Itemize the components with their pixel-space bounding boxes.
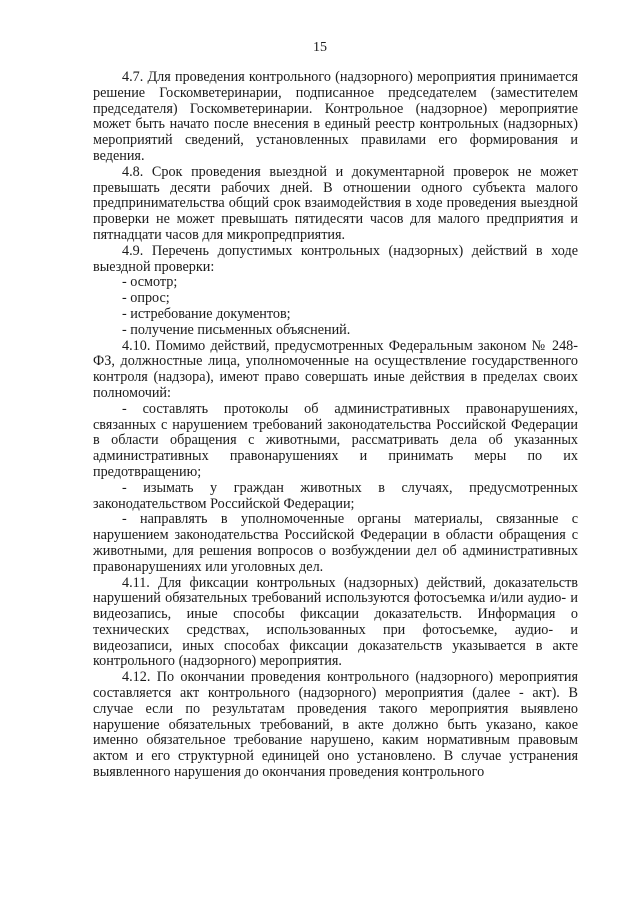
list-item: - изымать у граждан животных в случаях, предусмотренных законодательством Российской Федерации; [93,479,578,512]
paragraph-4-10: 4.10. Помимо действий, предусмотренных Федеральным законом № 248-ФЗ, должностные лица, уполномоченные на осуществление государственного контроля (надзора), имеют право совершать иные действия в пределах своих полномочий: [93,337,578,401]
document-body [93,70,578,781]
paragraph-4-11: 4.11. Для фиксации контрольных (надзорных) действий, доказательств нарушений обязательных требований используются фотосъемка и/или аудио- и видеозапись, иные способы фиксации доказательств. Информация о технических средствах, использованных при фотосъемке, аудио- и видеозаписи, иных способах фиксации доказательств указывается в акте контрольного (надзорного) мероприятия. [93,574,578,670]
paragraph-4-9: 4.9. Перечень допустимых контрольных (надзорных) действий в ходе выездной проверки: [93,242,578,275]
paragraph-4-12: 4.12. По окончании проведения контрольного (надзорного) мероприятия составляется акт контрольного (надзорного) мероприятия (далее - акт). В случае если по результатам проведения такого мероприятия выявлено нарушение обязательных требований, в акте должно быть указано, какое именно обязательное требование нарушено, каким нормативным правовым актом и его структурной единицей оно установлено. В случае устранения выявленного нарушения до окончания проведения контрольного [93,669,578,781]
list-item: - истребование документов; [122,305,291,322]
list-item: - опрос; [122,290,170,307]
list-item: - получение письменных объяснений. [122,321,351,338]
paragraph-4-7: 4.7. Для проведения контрольного (надзорного) мероприятия принимается решение Госкомветеринарии, подписанное председателем (заместителем председателя) Госкомветеринарии. Контрольное (надзорное) мероприятие может быть начато после внесения в единый реестр контрольных (надзорных) мероприятий сведений, установленных правилами его формирования и ведения. [93,69,578,164]
list-item: - составлять протоколы об административных правонарушениях, связанных с нарушением требований законодательства Российской Федерации в области обращения с животными, рассматривать дела об указанных административных правонарушениях и принимать меры по их предотвращению; [93,400,578,480]
page-number: 15 [313,40,327,55]
list-item: - направлять в уполномоченные органы материалы, связанные с нарушением законодательства Российской Федерации в области обращения с животными, для решения вопросов о возбуждении дел об административных правонарушениях или уголовных дел. [93,511,578,575]
paragraph-4-8: 4.8. Срок проведения выездной и документарной проверок не может превышать десяти рабочих дней. В отношении одного субъекта малого предпринимательства общий срок взаимодействия в ходе проведения выездной проверки не может превышать пятидесяти часов для малого предприятия и пятнадцати часов для микропредприятия. [93,163,578,243]
list-item: - осмотр; [122,274,178,291]
